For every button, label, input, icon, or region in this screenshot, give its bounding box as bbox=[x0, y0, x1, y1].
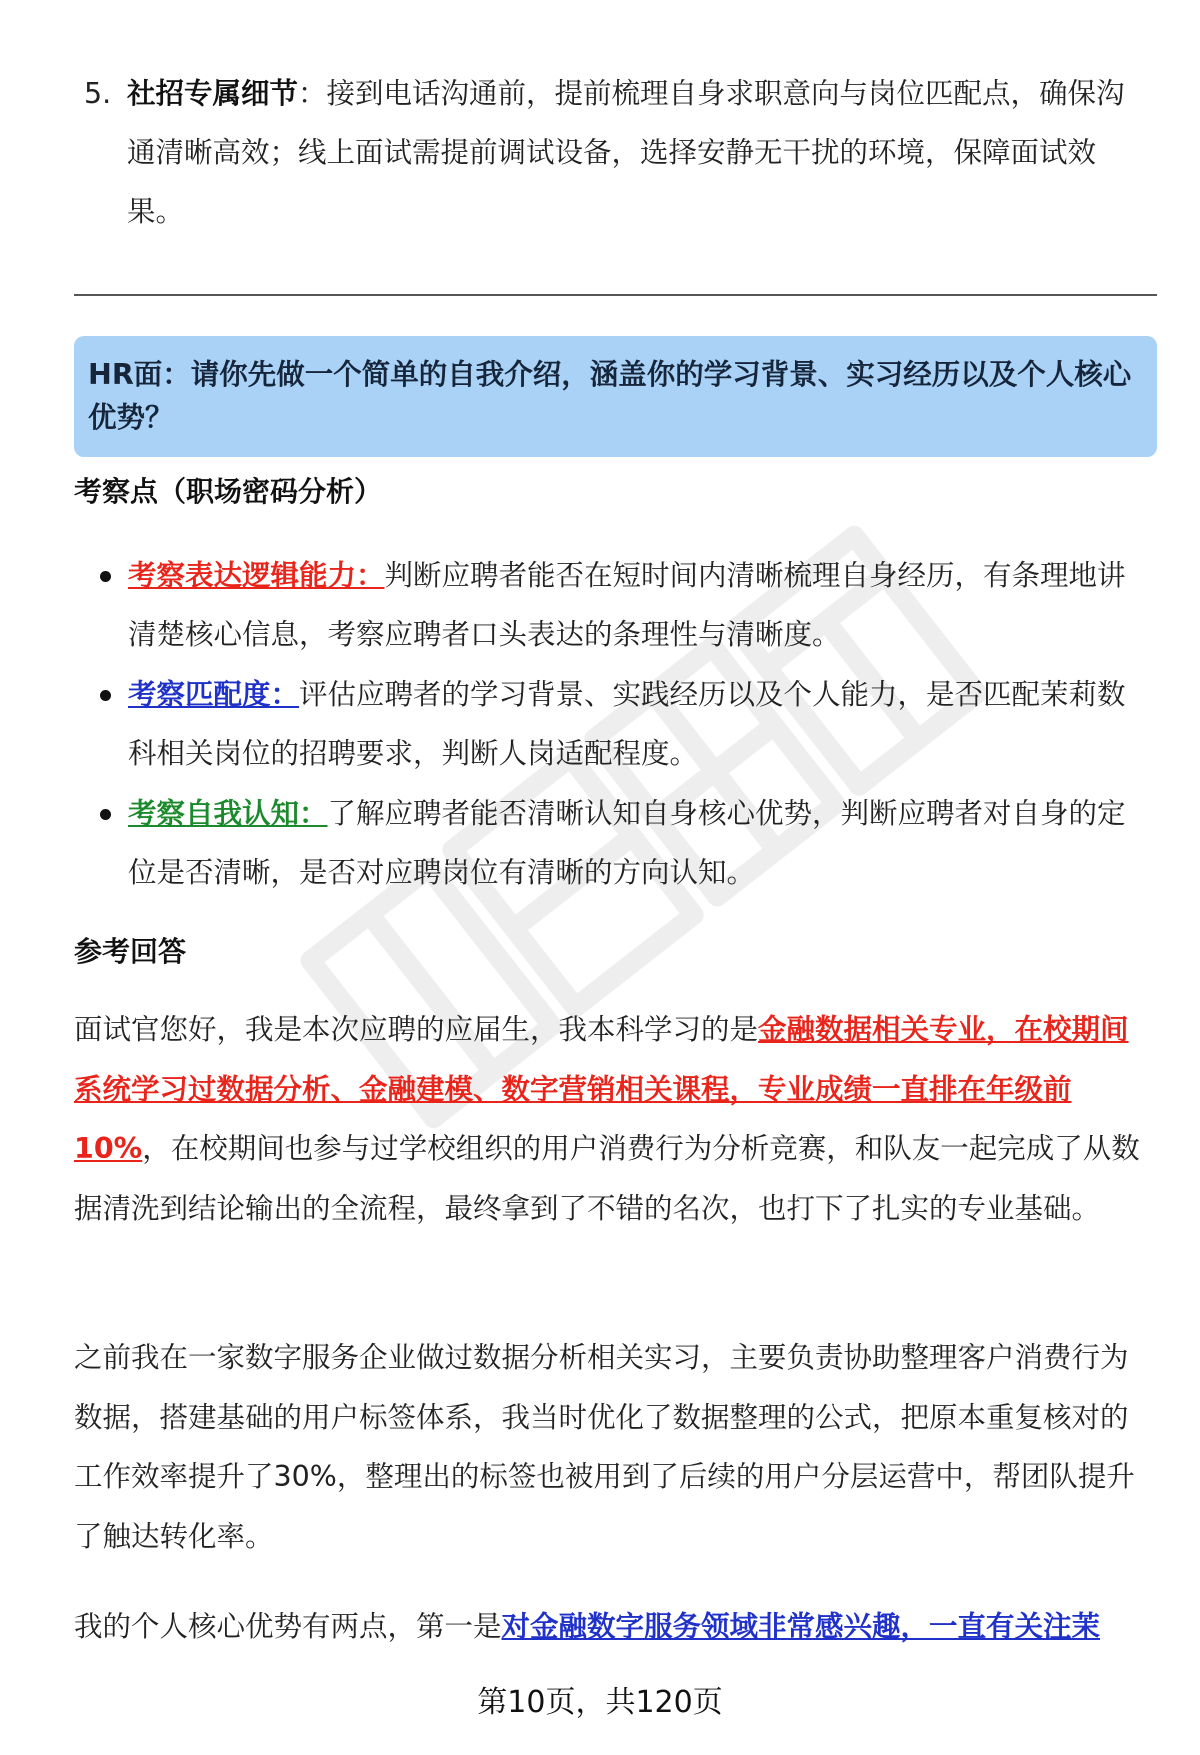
bullet-text: 判断应聘者能否在短时间内清晰梳理自身经历，有条理地讲清楚核心信息，考察应聘者口头表达的条理性与清晰度。 bbox=[128, 559, 1126, 651]
bullet-dot bbox=[100, 690, 111, 701]
list-number: 5. bbox=[84, 77, 112, 110]
bullet-label: 考察表达逻辑能力： bbox=[128, 559, 385, 592]
item-title: 社招专属细节 bbox=[127, 77, 299, 110]
paragraph-text: 我的个人核心优势有两点，第一是 bbox=[74, 1610, 502, 1643]
answer-paragraph-3 bbox=[74, 1597, 1154, 1657]
paragraph-text: 面试官您好，我是本次应聘的应届生，我本科学习的是 bbox=[74, 1013, 759, 1046]
answer-paragraph-2: 之前我在一家数字服务企业做过数据分析相关实习，主要负责协助整理客户消费行为数据，搭建基础的用户标签体系，我当时优化了数据整理的公式，把原本重复核对的工作效率提升了30%，整理出的标签也被用到了后续的用户分层运营中，帮团队提升了触达转化率。 bbox=[74, 1341, 1135, 1553]
highlight-text: 金融数据相关专业，在校期间系统学习过数据分析、金融建模、数字营销相关课程，专业成绩一直排在年级前10% bbox=[74, 1013, 1129, 1165]
page-footer: 第10页，共120页 bbox=[477, 1685, 723, 1720]
item-separator: ： bbox=[298, 77, 327, 110]
bullet-dot bbox=[100, 809, 111, 820]
paragraph-text: ，在校期间也参与过学校组织的用户消费行为分析竞赛，和队友一起完成了从数据清洗到结论输出的全流程，最终拿到了不错的名次，也打下了扎实的专业基础。 bbox=[74, 1132, 1140, 1225]
list-item-5 bbox=[74, 64, 1144, 241]
bullet-label: 考察匹配度： bbox=[128, 678, 300, 711]
bullet-text: 了解应聘者能否清晰认知自身核心优势，判断应聘者对自身的定位是否清晰，是否对应聘岗位有清晰的方向认知。 bbox=[128, 797, 1126, 889]
exam-points-heading: 考察点（职场密码分析） bbox=[74, 475, 383, 508]
bullet-label: 考察自我认知： bbox=[128, 797, 328, 830]
bullet-item-self-awareness bbox=[80, 784, 1150, 902]
bullet-dot bbox=[100, 571, 111, 582]
section-divider bbox=[74, 294, 1157, 296]
reference-answer-heading: 参考回答 bbox=[74, 935, 187, 968]
item-text: 接到电话沟通前，提前梳理自身求职意向与岗位匹配点，确保沟通清晰高效；线上面试需提前调试设备，选择安静无干扰的环境，保障面试效果。 bbox=[127, 77, 1125, 228]
highlight-text: 对金融数字服务领域非常感兴趣，一直有关注茉 bbox=[501, 1610, 1101, 1643]
bullet-item-logic bbox=[80, 546, 1150, 664]
bullet-item-match bbox=[80, 665, 1150, 783]
answer-paragraph-1 bbox=[74, 1000, 1154, 1238]
question-box: HR面：请你先做一个简单的自我介绍，涵盖你的学习背景、实习经历以及个人核心优势？ bbox=[74, 336, 1157, 457]
bullet-text: 评估应聘者的学习背景、实践经历以及个人能力，是否匹配茉莉数科相关岗位的招聘要求，判断人岗适配程度。 bbox=[128, 678, 1126, 770]
